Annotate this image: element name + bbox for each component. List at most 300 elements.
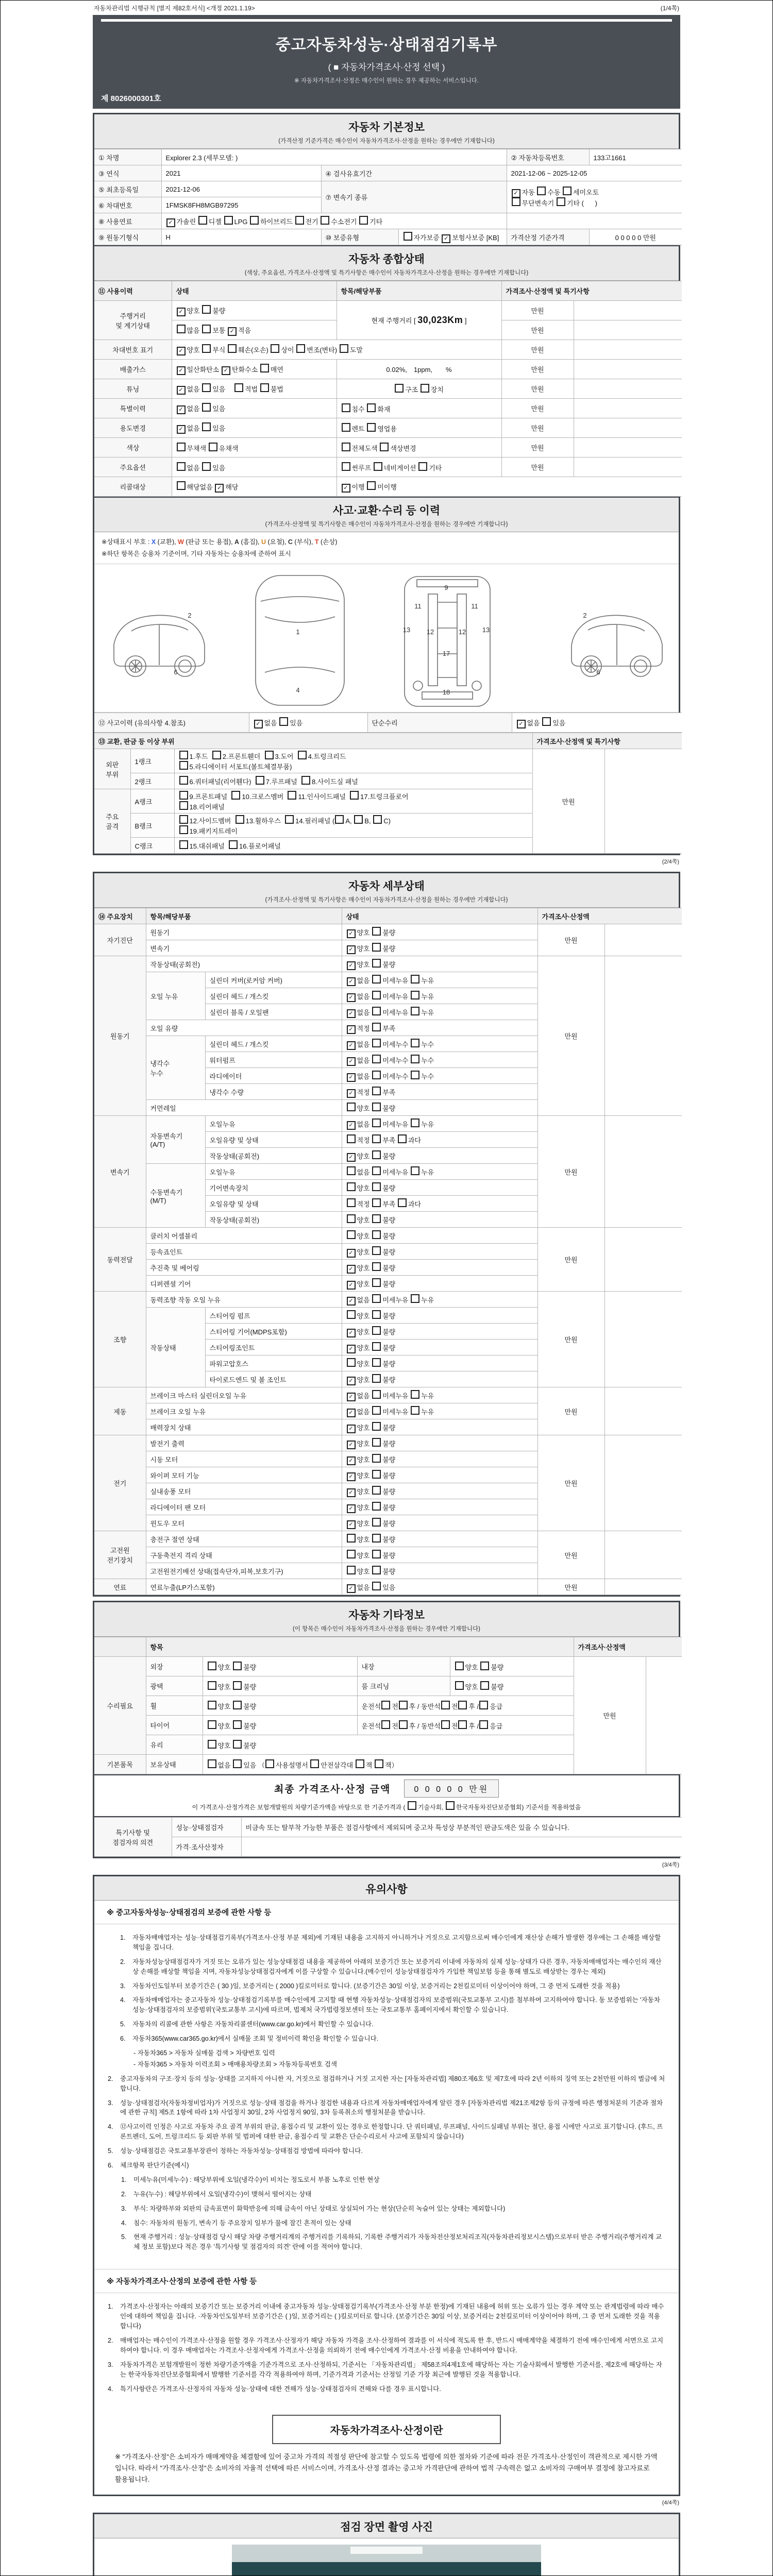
checkbox-checked-icon[interactable]: ✓ xyxy=(347,1425,356,1433)
car-underbody-frame-view xyxy=(402,577,490,706)
checkbox-icon[interactable] xyxy=(347,1103,356,1111)
checkbox-icon[interactable] xyxy=(208,1720,216,1729)
checkbox-checked-icon[interactable]: ✓ xyxy=(347,1520,356,1529)
checkbox-icon[interactable] xyxy=(179,761,188,770)
text: 양호 xyxy=(357,1184,372,1192)
checkbox-icon[interactable] xyxy=(372,1438,381,1447)
checkbox-icon[interactable] xyxy=(458,1701,467,1709)
checkbox-icon[interactable] xyxy=(372,1087,381,1095)
checkbox-checked-icon[interactable]: ✓ xyxy=(347,1249,356,1258)
checkbox-icon[interactable] xyxy=(372,1007,381,1015)
table-cell xyxy=(146,1579,342,1595)
checkbox-checked-icon[interactable]: ✓ xyxy=(347,1265,356,1274)
checkbox-icon[interactable] xyxy=(372,1055,381,1063)
checkbox-icon[interactable] xyxy=(288,791,296,800)
checkbox-icon[interactable] xyxy=(233,1740,242,1749)
notice-item-number: 4. xyxy=(121,2219,127,2227)
checkbox-icon[interactable] xyxy=(271,344,279,353)
text: 클러치 어셈블리 xyxy=(150,1232,198,1240)
table-cell xyxy=(537,1531,604,1579)
checkbox-icon[interactable] xyxy=(372,1294,381,1303)
checkbox-icon[interactable] xyxy=(372,1342,381,1351)
checkbox-icon[interactable] xyxy=(202,403,211,412)
section-subtitle: (이 항목은 매수인이 자동차가격조사·산정을 원하는 경우에만 기재합니다) xyxy=(293,1626,480,1632)
checkbox-icon[interactable] xyxy=(398,1134,407,1143)
checkbox-checked-icon[interactable]: ✓ xyxy=(177,366,186,375)
checkbox-checked-icon[interactable]: ✓ xyxy=(512,189,520,198)
table-cell xyxy=(161,149,507,165)
checkbox-icon[interactable] xyxy=(347,1214,356,1223)
table-cell xyxy=(501,399,574,418)
checkbox-icon[interactable] xyxy=(411,1166,419,1175)
checkbox-icon[interactable] xyxy=(285,815,294,824)
checkbox-icon[interactable] xyxy=(480,1681,489,1690)
checkbox-checked-icon[interactable]: ✓ xyxy=(347,1297,356,1306)
checkbox-icon[interactable] xyxy=(256,776,264,785)
text: 양호 xyxy=(357,1519,372,1528)
checkbox-icon[interactable] xyxy=(372,1566,381,1574)
checkbox-icon[interactable] xyxy=(441,1701,450,1709)
text: 과다 xyxy=(408,1200,422,1208)
checkbox-checked-icon[interactable]: ✓ xyxy=(347,1456,356,1465)
checkbox-icon[interactable] xyxy=(372,1214,381,1223)
checkbox-icon[interactable] xyxy=(342,443,350,451)
checkbox-icon[interactable] xyxy=(342,403,350,412)
document-title: 중고자동차성능·상태점검기록부 xyxy=(275,37,498,54)
text: B, xyxy=(364,817,373,825)
notice-item xyxy=(108,2360,665,2380)
text: 7.루프패널 xyxy=(265,778,301,786)
checkbox-icon[interactable] xyxy=(342,423,350,432)
checkbox-checked-icon[interactable]: ✓ xyxy=(215,484,224,493)
checkbox-checked-icon[interactable]: ✓ xyxy=(347,1121,356,1130)
text: 불량 xyxy=(382,1439,396,1448)
table-cell xyxy=(342,1100,537,1116)
status-code-u: U xyxy=(261,538,266,546)
section-detail-status xyxy=(93,872,680,1597)
checkbox-icon[interactable] xyxy=(179,840,188,849)
checkbox-icon[interactable] xyxy=(373,815,382,824)
checkbox-icon[interactable] xyxy=(179,825,188,834)
checkbox-checked-icon[interactable]: ✓ xyxy=(347,1345,356,1353)
table-cell xyxy=(342,988,537,1004)
checkbox-icon[interactable] xyxy=(208,1662,216,1670)
checkbox-icon[interactable] xyxy=(202,344,211,353)
checkbox-icon[interactable] xyxy=(356,1759,364,1768)
checkbox-icon[interactable] xyxy=(372,1246,381,1255)
checkbox-icon[interactable] xyxy=(479,1720,488,1729)
checkbox-icon[interactable] xyxy=(177,443,186,451)
checkbox-icon[interactable] xyxy=(310,1759,319,1768)
checkbox-icon[interactable] xyxy=(233,1759,242,1768)
checkbox-icon[interactable] xyxy=(411,1118,419,1127)
checkbox-icon[interactable] xyxy=(347,1230,356,1239)
checkbox-icon[interactable] xyxy=(563,187,572,195)
checkbox-checked-icon[interactable]: ✓ xyxy=(347,1009,356,1018)
checkbox-checked-icon[interactable]: ✓ xyxy=(254,720,263,728)
checkbox-checked-icon[interactable]: ✓ xyxy=(177,347,186,355)
checkbox-icon[interactable] xyxy=(347,1166,356,1175)
checkbox-icon[interactable] xyxy=(208,1740,216,1749)
text: 자기진단 xyxy=(107,937,133,944)
checkbox-icon[interactable] xyxy=(347,1550,356,1558)
checkbox-checked-icon[interactable]: ✓ xyxy=(166,218,175,227)
checkbox-icon[interactable] xyxy=(455,1662,464,1670)
checkbox-checked-icon[interactable]: ✓ xyxy=(347,1472,356,1481)
checkbox-icon[interactable] xyxy=(372,1230,381,1239)
checkbox-icon[interactable] xyxy=(372,991,381,999)
checkbox-icon[interactable] xyxy=(229,840,238,849)
text: 실린더 헤드 / 개스킷 xyxy=(209,1040,269,1048)
text: 없음 xyxy=(357,1168,372,1176)
checkbox-icon[interactable] xyxy=(265,1759,274,1768)
checkbox-icon[interactable] xyxy=(372,1390,381,1399)
checkbox-icon[interactable] xyxy=(233,1662,242,1670)
checkbox-checked-icon[interactable]: ✓ xyxy=(347,993,356,1002)
notice-subitems xyxy=(121,2175,665,2252)
checkbox-icon[interactable] xyxy=(321,216,329,225)
checkbox-checked-icon[interactable]: ✓ xyxy=(347,1409,356,1417)
valuation-definition-box: 자동차가격조사·산정이란 xyxy=(272,2415,501,2444)
checkbox-icon[interactable] xyxy=(372,1422,381,1431)
table-cell xyxy=(507,165,682,181)
checkbox-checked-icon[interactable]: ✓ xyxy=(347,1329,356,1337)
checkbox-icon[interactable] xyxy=(441,1720,450,1729)
checkbox-icon[interactable] xyxy=(381,1701,390,1709)
checkbox-checked-icon[interactable]: ✓ xyxy=(347,929,356,938)
checkbox-icon[interactable] xyxy=(372,1486,381,1495)
notice-title-band xyxy=(94,1876,679,1901)
checkbox-icon[interactable] xyxy=(411,991,419,999)
table-cell xyxy=(604,924,682,956)
text: 미세누유 xyxy=(382,1296,411,1304)
checkbox-icon[interactable] xyxy=(372,1326,381,1335)
checkbox-icon[interactable] xyxy=(372,1502,381,1511)
checkbox-icon[interactable] xyxy=(208,1759,216,1768)
text: 수동 xyxy=(547,189,562,196)
checkbox-icon[interactable] xyxy=(411,1406,419,1415)
checkbox-icon[interactable] xyxy=(350,791,359,800)
checkbox-icon[interactable] xyxy=(359,216,368,225)
table-cell xyxy=(146,1755,203,1774)
text: C) xyxy=(383,817,391,825)
checkbox-icon[interactable] xyxy=(372,1470,381,1479)
text: 양호 xyxy=(217,1722,233,1730)
checkbox-icon[interactable] xyxy=(233,1720,242,1729)
checkbox-icon[interactable] xyxy=(372,1071,381,1079)
checkbox-checked-icon[interactable]: ✓ xyxy=(347,1584,356,1593)
text: 보험사보증 [KB] xyxy=(452,233,499,242)
table-cell xyxy=(146,1531,342,1547)
checkbox-icon[interactable] xyxy=(372,975,381,984)
checkbox-icon[interactable] xyxy=(480,1662,489,1670)
section-title: 자동차 종합상태 xyxy=(348,253,425,265)
notice-item-text: 부식: 차량하부와 외판의 금속표면이 화학반응에 의해 금속이 아닌 상태로 상실되어 가는 현상(단순히 녹슬어 있는 상태는 제외합니다) xyxy=(133,2205,506,2212)
text: (A/T) xyxy=(150,1141,165,1148)
checkbox-checked-icon[interactable]: ✓ xyxy=(228,327,237,336)
checkbox-icon[interactable] xyxy=(372,1454,381,1463)
table-cell xyxy=(604,1228,682,1292)
checkbox-checked-icon[interactable]: ✓ xyxy=(347,961,356,970)
checkbox-checked-icon[interactable]: ✓ xyxy=(342,484,350,493)
checkbox-icon[interactable] xyxy=(233,1681,242,1690)
checkbox-icon[interactable] xyxy=(340,344,348,353)
checkbox-icon[interactable] xyxy=(177,462,186,471)
checkbox-icon[interactable] xyxy=(347,1310,356,1319)
checkbox-icon[interactable] xyxy=(212,751,221,759)
checkbox-icon[interactable] xyxy=(542,717,551,726)
checkbox-icon[interactable] xyxy=(367,403,376,412)
checkbox-icon[interactable] xyxy=(395,384,404,393)
table-cell xyxy=(342,1499,537,1515)
checkbox-icon[interactable] xyxy=(399,1701,408,1709)
checkbox-icon[interactable] xyxy=(265,751,274,759)
checkbox-icon[interactable] xyxy=(347,1566,356,1574)
checkbox-checked-icon[interactable]: ✓ xyxy=(517,720,526,728)
text: 11.인사이드패널 xyxy=(298,793,350,801)
checkbox-icon[interactable] xyxy=(411,1390,419,1399)
checkbox-icon[interactable] xyxy=(372,1358,381,1367)
checkbox-icon[interactable] xyxy=(347,1358,356,1367)
checkbox-icon[interactable] xyxy=(233,1701,242,1709)
checkbox-icon[interactable] xyxy=(537,187,546,195)
checkbox-icon[interactable] xyxy=(228,344,237,353)
checkbox-icon[interactable] xyxy=(380,443,389,451)
checkbox-icon[interactable] xyxy=(208,1681,216,1690)
checkbox-checked-icon[interactable]: ✓ xyxy=(347,945,356,954)
checkbox-icon[interactable] xyxy=(375,1759,383,1768)
checkbox-checked-icon[interactable]: ✓ xyxy=(177,425,186,434)
table-cell xyxy=(604,1435,682,1531)
notice-item-text: 체크항목 판단기준(예시) xyxy=(120,2162,189,2170)
notice-subline: - 자동차365 > 자동차 이력조회 > 매매용차량조회 > 자동차등록번호 검색 xyxy=(133,2060,338,2068)
checkbox-icon[interactable] xyxy=(179,776,188,785)
checkbox-icon[interactable] xyxy=(372,1406,381,1415)
checkbox-icon[interactable] xyxy=(342,462,350,471)
notice-item-text: 현재 주행거리 : 성능·상태점검 당시 해당 차량 주행거리계의 주행거리를 기록하되, 기록한 주행거리가 자동차전산정보처리조직(자동차관리정보시스템)으로부터 받은 주행거리(주행거리계 교체 정보 포함)보다 적은 경우 '특기사항 및 점검자의 의견' 란에 이를 적어야 합니다. xyxy=(133,2233,662,2251)
table-row xyxy=(94,1637,682,1657)
checkbox-icon[interactable] xyxy=(372,943,381,952)
text: 1랭크 xyxy=(135,757,152,766)
checkbox-icon[interactable] xyxy=(372,1134,381,1143)
checkbox-icon[interactable] xyxy=(479,1701,488,1709)
text: 전 xyxy=(451,1722,458,1730)
table-cell xyxy=(174,838,532,854)
checkbox-icon[interactable] xyxy=(418,462,427,471)
checkbox-checked-icon[interactable]: ✓ xyxy=(347,1377,356,1385)
checkbox-icon[interactable] xyxy=(398,1198,407,1207)
checkbox-checked-icon[interactable]: ✓ xyxy=(442,234,450,243)
text: 불량 xyxy=(382,1471,396,1480)
checkbox-icon[interactable] xyxy=(354,815,363,824)
checkbox-icon[interactable] xyxy=(260,364,269,372)
checkbox-icon[interactable] xyxy=(179,791,188,800)
table-cell xyxy=(161,197,321,213)
text: (부식), xyxy=(292,538,315,546)
checkbox-icon[interactable] xyxy=(372,959,381,968)
checkbox-icon[interactable] xyxy=(372,1166,381,1175)
table-cell xyxy=(342,1324,537,1340)
checkbox-icon[interactable] xyxy=(335,815,344,824)
checkbox-icon[interactable] xyxy=(179,801,188,810)
checkbox-icon[interactable] xyxy=(372,1534,381,1543)
checkbox-icon[interactable] xyxy=(512,197,520,206)
checkbox-icon[interactable] xyxy=(372,1182,381,1191)
text: 만원 xyxy=(564,1168,578,1176)
checkbox-icon[interactable] xyxy=(250,216,259,225)
checkbox-icon[interactable] xyxy=(458,1720,467,1729)
checkbox-checked-icon[interactable]: ✓ xyxy=(347,977,356,986)
table-cell xyxy=(501,320,574,340)
text: ③ 연식 xyxy=(98,170,120,178)
checkbox-icon[interactable] xyxy=(372,1103,381,1111)
checkbox-icon[interactable] xyxy=(404,232,412,241)
checkbox-icon[interactable] xyxy=(177,481,186,490)
checkbox-icon[interactable] xyxy=(372,1374,381,1383)
checkbox-icon[interactable] xyxy=(202,325,211,333)
table-cell xyxy=(342,1228,537,1244)
table-cell xyxy=(172,301,337,320)
checkbox-icon[interactable] xyxy=(372,1262,381,1271)
section-basic-info xyxy=(93,113,680,855)
text: A, xyxy=(345,817,354,825)
checkbox-icon[interactable] xyxy=(236,815,244,824)
table-row xyxy=(94,1228,682,1244)
checkbox-icon[interactable] xyxy=(298,751,307,759)
checkbox-checked-icon[interactable]: ✓ xyxy=(347,1057,356,1066)
checkbox-icon[interactable] xyxy=(177,325,186,333)
notice-block1-header: ※ 중고자동차성능·상태점검의 보증에 관한 사항 등 xyxy=(94,1901,679,1924)
text: 누유 xyxy=(421,1168,434,1176)
checkbox-icon[interactable] xyxy=(372,1039,381,1047)
checkbox-icon[interactable] xyxy=(372,1278,381,1287)
text: 실린더 블록 / 오일팬 xyxy=(209,1008,269,1016)
checkbox-icon[interactable] xyxy=(446,1801,455,1810)
checkbox-icon[interactable] xyxy=(411,1294,419,1303)
text: 항목/해당부품 xyxy=(341,287,382,295)
table-cell xyxy=(574,457,682,477)
table-cell xyxy=(146,908,342,924)
text: 구동축전지 격리 상태 xyxy=(150,1551,212,1560)
checkbox-checked-icon[interactable]: ✓ xyxy=(347,1153,356,1162)
checkbox-icon[interactable] xyxy=(202,305,211,314)
checkbox-icon[interactable] xyxy=(179,815,188,824)
checkbox-checked-icon[interactable]: ✓ xyxy=(347,1073,356,1082)
checkbox-icon[interactable] xyxy=(372,1198,381,1207)
checkbox-checked-icon[interactable]: ✓ xyxy=(177,386,186,395)
rank-c xyxy=(130,838,174,854)
checkbox-icon[interactable] xyxy=(372,1310,381,1319)
checkbox-icon[interactable] xyxy=(202,462,211,471)
checkbox-checked-icon[interactable]: ✓ xyxy=(347,1025,356,1034)
checkbox-checked-icon[interactable]: ✓ xyxy=(347,1281,356,1290)
checkbox-icon[interactable] xyxy=(347,1182,356,1191)
legend-line xyxy=(102,536,671,548)
checkbox-icon[interactable] xyxy=(224,216,233,225)
checkbox-icon[interactable] xyxy=(179,751,188,759)
checkbox-icon[interactable] xyxy=(411,1007,419,1015)
checkbox-icon[interactable] xyxy=(399,1720,408,1729)
checkbox-icon[interactable] xyxy=(557,197,565,206)
checkbox-checked-icon[interactable]: ✓ xyxy=(177,405,186,414)
checkbox-icon[interactable] xyxy=(279,717,288,726)
text: (흠집), xyxy=(239,538,261,546)
checkbox-checked-icon[interactable]: ✓ xyxy=(347,1041,356,1050)
checkbox-icon[interactable] xyxy=(231,791,240,800)
checkbox-icon[interactable] xyxy=(198,216,207,225)
checkbox-icon[interactable] xyxy=(208,1701,216,1709)
checkbox-icon[interactable] xyxy=(381,1720,390,1729)
notice-item-text: 자동차365(www.car365.go.kr)에서 실매물 조회 및 정비이력 확인을 확인할 수 있습니다. xyxy=(132,2035,379,2043)
checkbox-icon[interactable] xyxy=(202,383,211,392)
table-cell xyxy=(205,988,342,1004)
text: 불량 xyxy=(382,1503,396,1512)
checkbox-checked-icon[interactable]: ✓ xyxy=(177,308,186,316)
checkbox-icon[interactable] xyxy=(296,344,305,353)
checkbox-icon[interactable] xyxy=(372,1582,381,1590)
checkbox-icon[interactable] xyxy=(421,384,429,393)
checkbox-icon[interactable] xyxy=(347,1198,356,1207)
checkbox-icon[interactable] xyxy=(367,481,376,490)
text: 누유 xyxy=(421,992,434,1001)
text: 만원 xyxy=(531,425,544,432)
text: 내장 xyxy=(361,1663,375,1671)
text: 불량 xyxy=(382,1152,396,1160)
table-row xyxy=(94,1837,682,1857)
checkbox-icon[interactable] xyxy=(260,383,269,392)
text: 17.트렁크플로어 xyxy=(360,793,409,801)
checkbox-icon[interactable] xyxy=(301,776,310,785)
text: 양호 xyxy=(217,1702,233,1710)
table-cell xyxy=(574,1637,682,1657)
checkbox-checked-icon[interactable]: ✓ xyxy=(347,1504,356,1513)
checkbox-checked-icon[interactable]: ✓ xyxy=(347,1488,356,1497)
text: 고전원 xyxy=(110,1547,130,1554)
checkbox-icon[interactable] xyxy=(372,1150,381,1159)
text: 0.02%, 1ppm, % xyxy=(386,366,452,374)
checkbox-icon[interactable] xyxy=(347,1134,356,1143)
checkbox-checked-icon[interactable]: ✓ xyxy=(347,1440,356,1449)
checkbox-icon[interactable] xyxy=(372,1550,381,1558)
checkbox-icon[interactable] xyxy=(374,462,382,471)
checkbox-icon[interactable] xyxy=(411,1071,419,1079)
checkbox-icon[interactable] xyxy=(455,1681,464,1690)
checkbox-icon[interactable] xyxy=(295,216,304,225)
checkbox-icon[interactable] xyxy=(372,1518,381,1527)
checkbox-icon[interactable] xyxy=(202,422,211,431)
checkbox-icon[interactable] xyxy=(411,975,419,984)
text: 구조 xyxy=(405,385,420,394)
notice-item xyxy=(108,2384,665,2394)
checkbox-icon[interactable] xyxy=(411,1055,419,1063)
checkbox-icon[interactable] xyxy=(411,1039,419,1047)
diagram-number-2: 2 xyxy=(188,612,192,619)
text: ⑥ 차대번호 xyxy=(98,201,132,210)
checkbox-checked-icon[interactable]: ✓ xyxy=(347,1393,356,1401)
checkbox-icon[interactable] xyxy=(367,423,376,432)
checkbox-icon[interactable] xyxy=(234,383,243,392)
checkbox-icon[interactable] xyxy=(347,1534,356,1543)
checkbox-icon[interactable] xyxy=(372,1118,381,1127)
checkbox-checked-icon[interactable]: ✓ xyxy=(347,1089,356,1098)
checkbox-icon[interactable] xyxy=(372,927,381,936)
table-cell xyxy=(604,1387,682,1435)
checkbox-checked-icon[interactable]: ✓ xyxy=(222,366,230,375)
checkbox-icon[interactable] xyxy=(372,1023,381,1031)
text: 무채색 xyxy=(187,444,208,452)
checkbox-icon[interactable] xyxy=(408,1801,416,1810)
checkbox-icon[interactable] xyxy=(209,443,217,451)
